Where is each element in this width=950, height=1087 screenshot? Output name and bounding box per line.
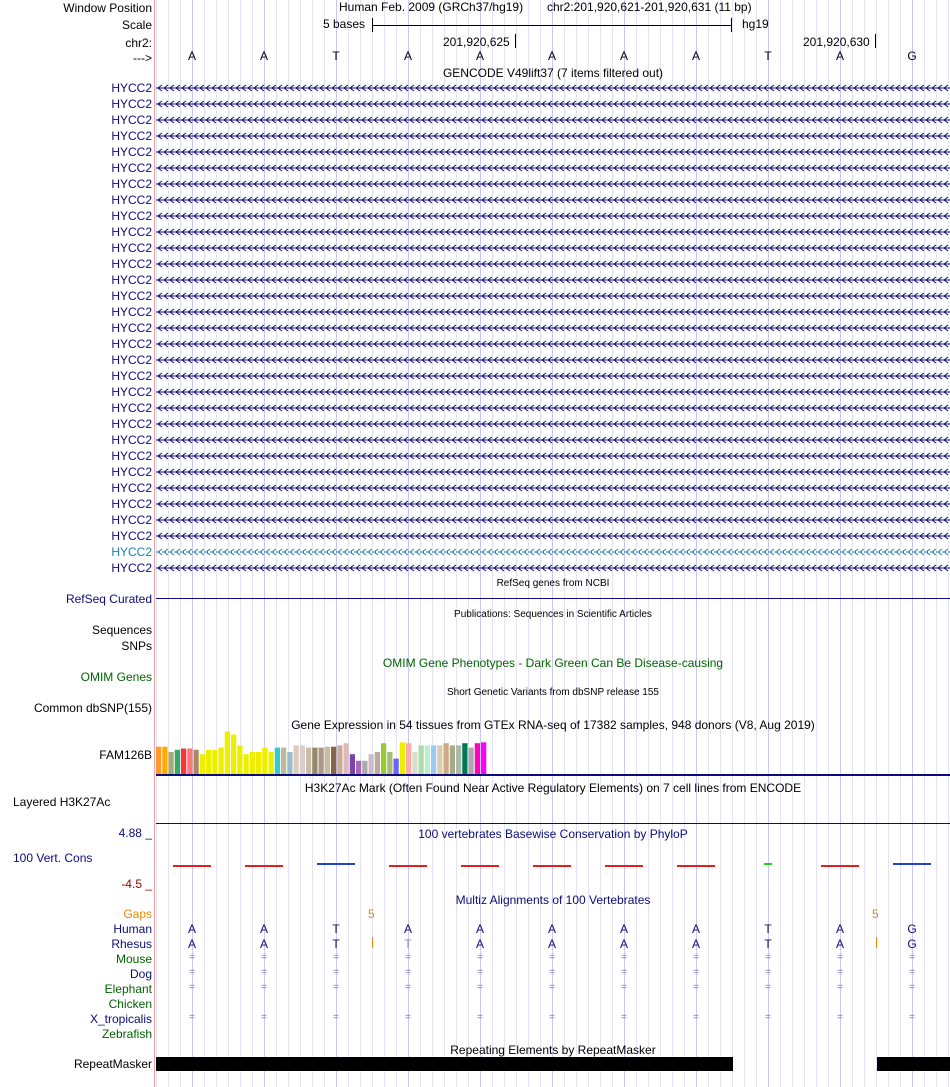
gencode-transcript[interactable]	[156, 531, 950, 541]
publications-title[interactable]: Publications: Sequences in Scientific Articles	[454, 609, 652, 620]
multiz-species-label[interactable]: Elephant	[104, 982, 152, 996]
gtex-gene-label[interactable]: FAM126B	[99, 748, 152, 762]
multiz-base: =	[693, 952, 699, 963]
gtex-tissue-bar[interactable]	[381, 743, 386, 774]
gtex-tissue-bar[interactable]	[456, 745, 461, 774]
multiz-base: A	[475, 922, 484, 936]
cons-mark[interactable]	[821, 865, 859, 867]
multiz-base: =	[405, 952, 411, 963]
cons-mark[interactable]	[605, 865, 643, 867]
gtex-tissue-bar[interactable]	[481, 742, 486, 774]
multiz-base: =	[693, 982, 699, 993]
gtex-tissue-bar[interactable]	[175, 750, 180, 774]
multiz-base: T	[332, 922, 340, 936]
gencode-transcript[interactable]	[156, 99, 950, 109]
gencode-intron-arrows	[156, 245, 950, 251]
gencode-gene-label[interactable]: HYCC2	[111, 417, 152, 431]
gencode-gene-label[interactable]: HYCC2	[111, 97, 152, 111]
gencode-intron-arrows	[156, 277, 950, 283]
gtex-tissue-bar[interactable]	[256, 752, 261, 774]
gencode-transcript[interactable]	[156, 243, 950, 253]
gtex-title[interactable]: Gene Expression in 54 tissues from GTEx RNA-seq of 17382 samples, 948 donors (V8, Aug 2019)	[291, 718, 815, 732]
multiz-base: T	[404, 937, 412, 951]
multiz-base: =	[837, 1012, 843, 1023]
position-2-tick	[875, 34, 876, 48]
gtex-baseline	[156, 774, 950, 776]
multiz-species-label[interactable]: Rhesus	[111, 937, 152, 951]
gtex-tissue-bar[interactable]	[237, 745, 242, 774]
multiz-species-label[interactable]: Mouse	[115, 952, 152, 966]
gtex-tissue-bar[interactable]	[312, 748, 317, 774]
multiz-base: A	[691, 922, 700, 936]
gencode-intron-arrows	[156, 405, 950, 411]
multiz-base: =	[261, 967, 267, 978]
gencode-transcript[interactable]	[156, 291, 950, 301]
multiz-base: =	[189, 967, 195, 978]
gtex-tissue-bar[interactable]	[394, 759, 399, 774]
dbsnp-label[interactable]: Common dbSNP(155)	[33, 701, 152, 715]
gencode-transcript[interactable]	[156, 563, 950, 573]
gencode-gene-label[interactable]: HYCC2	[111, 449, 152, 463]
repeatmasker-title[interactable]: Repeating Elements by RepeatMasker	[450, 1043, 656, 1057]
cons-min-label: -4.5 _	[121, 877, 152, 891]
gencode-intron-arrows	[156, 517, 950, 523]
scale-text: 5 bases	[323, 17, 366, 31]
multiz-base: =	[621, 952, 627, 963]
gencode-gene-label[interactable]: HYCC2	[111, 81, 152, 95]
multiz-base: A	[835, 922, 844, 936]
gtex-tissue-bar[interactable]	[356, 761, 361, 774]
multiz-base: A	[547, 937, 556, 951]
multiz-base: =	[837, 982, 843, 993]
multiz-base: =	[909, 967, 915, 978]
multiz-base: A	[619, 937, 628, 951]
gtex-tissue-bar[interactable]	[425, 745, 430, 774]
gencode-gene-label[interactable]: HYCC2	[111, 337, 152, 351]
gencode-gene-label[interactable]: HYCC2	[111, 273, 152, 287]
multiz-base: A	[259, 922, 268, 936]
multiz-base: =	[477, 982, 483, 993]
gencode-gene-label[interactable]: HYCC2	[111, 529, 152, 543]
multiz-species-label[interactable]: Human	[113, 922, 152, 936]
gencode-intron-arrows	[156, 85, 950, 91]
cons-mark[interactable]	[245, 865, 283, 867]
gencode-intron-arrows	[156, 357, 950, 363]
publications-snps-label[interactable]: SNPs	[121, 639, 152, 653]
base-letter: G	[907, 49, 917, 63]
omim-label[interactable]: OMIM Genes	[80, 670, 152, 684]
gtex-tissue-bar[interactable]	[200, 754, 205, 774]
gtex-tissue-bar[interactable]	[181, 748, 186, 774]
multiz-base: A	[403, 922, 412, 936]
cons-title[interactable]: 100 vertebrates Basewise Conservation by PhyloP	[418, 827, 688, 841]
multiz-base: =	[261, 982, 267, 993]
gencode-transcript[interactable]	[156, 195, 950, 205]
omim-title[interactable]: OMIM Gene Phenotypes - Dark Green Can Be Disease-causing	[382, 656, 724, 670]
multiz-base: A	[547, 922, 556, 936]
gtex-tissue-bar[interactable]	[344, 743, 349, 774]
gencode-transcript[interactable]	[156, 163, 950, 173]
refseq-gene-line[interactable]	[156, 598, 950, 599]
gencode-gene-label[interactable]: HYCC2	[111, 241, 152, 255]
gencode-gene-label[interactable]: HYCC2	[111, 353, 152, 367]
base-letter: A	[403, 49, 412, 63]
multiz-base: A	[835, 937, 844, 951]
gtex-tissue-bar[interactable]	[337, 745, 342, 774]
multiz-base: =	[909, 982, 915, 993]
gencode-transcript[interactable]	[156, 179, 950, 189]
h3k27ac-title[interactable]: H3K27Ac Mark (Often Found Near Active Regulatory Elements) on 7 cell lines from ENCODE	[304, 781, 802, 795]
gencode-gene-label[interactable]: HYCC2	[111, 257, 152, 271]
gtex-tissue-bar[interactable]	[412, 752, 417, 774]
gencode-gene-label[interactable]: HYCC2	[111, 433, 152, 447]
base-letter: A	[259, 49, 268, 63]
multiz-species-label[interactable]: Chicken	[108, 997, 152, 1011]
gencode-gene-label[interactable]: HYCC2	[111, 385, 152, 399]
gencode-intron-arrows	[156, 325, 950, 331]
gtex-tissue-bar[interactable]	[406, 743, 411, 774]
gencode-intron-arrows	[156, 117, 950, 123]
gencode-intron-arrows	[156, 501, 950, 507]
gtex-tissue-bar[interactable]	[225, 731, 230, 774]
multiz-species-label[interactable]: Zebrafish	[101, 1027, 152, 1041]
multiz-base: A	[187, 922, 196, 936]
multiz-base: =	[765, 967, 771, 978]
gtex-expression-chart[interactable]	[156, 730, 950, 776]
gencode-intron-arrows	[156, 533, 950, 539]
multiz-base: =	[405, 982, 411, 993]
cons-mark[interactable]	[893, 863, 931, 865]
gencode-transcript[interactable]	[156, 499, 950, 509]
gencode-gene-label[interactable]: HYCC2	[111, 113, 152, 127]
gtex-tissue-bar[interactable]	[462, 743, 467, 774]
gencode-intron-arrows	[156, 373, 950, 379]
multiz-base: =	[333, 967, 339, 978]
gtex-tissue-bar[interactable]	[331, 747, 336, 774]
multiz-base: =	[909, 952, 915, 963]
multiz-base: A	[187, 937, 196, 951]
base-letter: T	[764, 49, 772, 63]
scale-bar	[372, 18, 732, 32]
multiz-base: A	[619, 922, 628, 936]
gencode-intron-arrows	[156, 197, 950, 203]
gtex-tissue-bar[interactable]	[287, 752, 292, 774]
position-2: 201,920,630	[803, 35, 870, 49]
gencode-intron-arrows	[156, 421, 950, 427]
gencode-transcript[interactable]	[156, 307, 950, 317]
gap-mark-2: 5	[872, 907, 879, 921]
multiz-title[interactable]: Multiz Alignments of 100 Vertebrates	[455, 893, 651, 907]
gtex-tissue-bar[interactable]	[194, 750, 199, 774]
gtex-tissue-bar[interactable]	[187, 748, 192, 774]
multiz-base: =	[477, 967, 483, 978]
gencode-transcript[interactable]	[156, 419, 950, 429]
base-letter: A	[547, 49, 556, 63]
multiz-base: =	[765, 1012, 771, 1023]
gencode-gene-label[interactable]: HYCC2	[111, 481, 152, 495]
gtex-tissue-bar[interactable]	[306, 748, 311, 774]
gtex-tissue-bar[interactable]	[375, 752, 380, 774]
gencode-transcript[interactable]	[156, 131, 950, 141]
multiz-base: =	[693, 1012, 699, 1023]
position-1-tick	[515, 34, 516, 48]
cons-mark[interactable]	[317, 863, 355, 865]
gencode-intron-arrows	[156, 437, 950, 443]
gencode-intron-arrows	[156, 133, 950, 139]
cons-mark[interactable]	[677, 865, 715, 867]
gtex-tissue-bar[interactable]	[262, 748, 267, 774]
gencode-transcript[interactable]	[156, 435, 950, 445]
dbsnp-title[interactable]: Short Genetic Variants from dbSNP release 155	[447, 687, 659, 698]
gencode-transcript[interactable]	[156, 147, 950, 157]
multiz-base: =	[549, 982, 555, 993]
gtex-tissue-bar[interactable]	[156, 747, 161, 774]
gencode-gene-label[interactable]: HYCC2	[111, 545, 152, 559]
gencode-transcript[interactable]	[156, 275, 950, 285]
gencode-intron-arrows	[156, 565, 950, 571]
multiz-base: T	[764, 922, 772, 936]
multiz-base: =	[693, 967, 699, 978]
gtex-tissue-bar[interactable]	[469, 748, 474, 774]
h3k27ac-baseline	[156, 823, 950, 824]
gencode-transcript[interactable]	[156, 227, 950, 237]
multiz-base: =	[621, 967, 627, 978]
multiz-base: =	[189, 952, 195, 963]
window-position-label: Window Position	[63, 1, 152, 15]
gencode-transcript[interactable]	[156, 211, 950, 221]
multiz-base: =	[261, 1012, 267, 1023]
base-letter: A	[691, 49, 700, 63]
multiz-base: A	[259, 937, 268, 951]
gtex-tissue-bar[interactable]	[387, 752, 392, 774]
multiz-base: A	[475, 937, 484, 951]
gencode-transcript[interactable]	[156, 547, 950, 557]
multiz-base: =	[333, 982, 339, 993]
cons-mark[interactable]	[764, 863, 772, 865]
gencode-intron-arrows	[156, 149, 950, 155]
gencode-transcript[interactable]	[156, 451, 950, 461]
gencode-intron-arrows	[156, 549, 950, 555]
gencode-transcript[interactable]	[156, 387, 950, 397]
gtex-tissue-bar[interactable]	[350, 754, 355, 774]
multiz-base: G	[907, 937, 917, 951]
base-letter: A	[187, 49, 196, 63]
gtex-tissue-bar[interactable]	[219, 748, 224, 774]
gencode-transcript[interactable]	[156, 403, 950, 413]
multiz-base: =	[189, 982, 195, 993]
gencode-gene-label[interactable]: HYCC2	[111, 145, 152, 159]
gencode-gene-label[interactable]: HYCC2	[111, 561, 152, 575]
gencode-transcript[interactable]	[156, 515, 950, 525]
cons-max-label: 4.88 _	[118, 826, 152, 840]
repeatmasker-label[interactable]: RepeatMasker	[73, 1057, 152, 1071]
gtex-tissue-bar[interactable]	[300, 745, 305, 774]
gtex-tissue-bar[interactable]	[231, 734, 236, 774]
gencode-transcript[interactable]	[156, 483, 950, 493]
gtex-tissue-bar[interactable]	[437, 745, 442, 774]
gencode-transcript[interactable]	[156, 339, 950, 349]
multiz-base: T	[764, 937, 772, 951]
gencode-intron-arrows	[156, 165, 950, 171]
chr-label: chr2:	[125, 36, 152, 50]
base-letter: A	[835, 49, 844, 63]
cons-plot[interactable]	[156, 850, 950, 880]
gtex-tissue-bar[interactable]	[269, 752, 274, 774]
gencode-intron-arrows	[156, 485, 950, 491]
multiz-base: =	[765, 982, 771, 993]
gencode-gene-label[interactable]: HYCC2	[111, 513, 152, 527]
gencode-transcript[interactable]	[156, 323, 950, 333]
scale-db: hg19	[742, 17, 769, 31]
gencode-gene-label[interactable]: HYCC2	[111, 177, 152, 191]
gencode-gene-label[interactable]: HYCC2	[111, 401, 152, 415]
gencode-transcript[interactable]	[156, 371, 950, 381]
multiz-base: =	[837, 952, 843, 963]
gencode-transcript[interactable]	[156, 115, 950, 125]
gencode-gene-label[interactable]: HYCC2	[111, 465, 152, 479]
gencode-intron-arrows	[156, 181, 950, 187]
gtex-tissue-bar[interactable]	[250, 752, 255, 774]
gtex-tissue-bar[interactable]	[206, 750, 211, 774]
multiz-gaps-label: Gaps	[123, 907, 152, 921]
multiz-species-label[interactable]: X_tropicalis	[89, 1012, 152, 1026]
gencode-intron-arrows	[156, 213, 950, 219]
gencode-intron-arrows	[156, 101, 950, 107]
multiz-base: =	[333, 952, 339, 963]
gencode-gene-label[interactable]: HYCC2	[111, 497, 152, 511]
refseq-title[interactable]: RefSeq genes from NCBI	[496, 578, 610, 589]
gencode-intron-arrows	[156, 341, 950, 347]
multiz-base: T	[332, 937, 340, 951]
gtex-tissue-bar[interactable]	[325, 747, 330, 774]
region-text: chr2:201,920,621-201,920,631 (11 bp)	[547, 0, 752, 14]
gencode-gene-label[interactable]: HYCC2	[111, 369, 152, 383]
multiz-base: =	[405, 967, 411, 978]
gencode-gene-label[interactable]: HYCC2	[111, 225, 152, 239]
gencode-intron-arrows	[156, 309, 950, 315]
refseq-label[interactable]: RefSeq Curated	[65, 592, 152, 606]
position-1: 201,920,625	[443, 35, 510, 49]
gtex-tissue-bar[interactable]	[319, 748, 324, 774]
multiz-base: =	[765, 952, 771, 963]
gencode-intron-arrows	[156, 469, 950, 475]
cons-mark[interactable]	[533, 865, 571, 867]
gencode-transcript[interactable]	[156, 467, 950, 477]
base-letter: T	[332, 49, 340, 63]
h3k27ac-label[interactable]: Layered H3K27Ac	[13, 795, 111, 809]
gencode-intron-arrows	[156, 293, 950, 299]
gencode-gene-label[interactable]: HYCC2	[111, 193, 152, 207]
gtex-tissue-bar[interactable]	[450, 745, 455, 774]
strand-label: --->	[133, 51, 152, 65]
gencode-gene-label[interactable]: HYCC2	[111, 129, 152, 143]
multiz-base: =	[909, 1012, 915, 1023]
multiz-base: A	[691, 937, 700, 951]
gencode-intron-arrows	[156, 453, 950, 459]
cons-mark[interactable]	[173, 865, 211, 867]
cons-mark[interactable]	[461, 865, 499, 867]
gtex-tissue-bar[interactable]	[419, 745, 424, 774]
multiz-base: =	[837, 967, 843, 978]
gtex-tissue-bar[interactable]	[281, 748, 286, 774]
multiz-base: =	[477, 952, 483, 963]
gtex-tissue-bar[interactable]	[444, 743, 449, 774]
multiz-base: =	[261, 952, 267, 963]
base-letter: A	[619, 49, 628, 63]
cons-label[interactable]: 100 Vert. Cons	[13, 851, 93, 865]
multiz-base: =	[333, 1012, 339, 1023]
gtex-tissue-bar[interactable]	[400, 742, 405, 774]
gencode-intron-arrows	[156, 229, 950, 235]
gencode-intron-arrows	[156, 389, 950, 395]
gtex-tissue-bar[interactable]	[169, 752, 174, 774]
multiz-base: =	[477, 1012, 483, 1023]
gencode-title[interactable]: GENCODE V49lift37 (7 items filtered out)	[442, 66, 664, 80]
gtex-tissue-bar[interactable]	[212, 750, 217, 774]
gencode-gene-label[interactable]: HYCC2	[111, 321, 152, 335]
gtex-tissue-bar[interactable]	[431, 745, 436, 774]
gtex-tissue-bar[interactable]	[294, 745, 299, 774]
gencode-gene-label[interactable]: HYCC2	[111, 305, 152, 319]
scale-label: Scale	[121, 18, 152, 32]
gencode-transcript[interactable]	[156, 355, 950, 365]
multiz-base: =	[405, 1012, 411, 1023]
cons-mark[interactable]	[389, 865, 427, 867]
gencode-gene-label[interactable]: HYCC2	[111, 161, 152, 175]
publications-sequences-label[interactable]: Sequences	[91, 623, 152, 637]
gtex-tissue-bar[interactable]	[275, 748, 280, 774]
repeat-element-1[interactable]	[156, 1057, 733, 1071]
label-divider	[154, 0, 155, 1087]
multiz-base: =	[189, 1012, 195, 1023]
multiz-base: G	[907, 922, 917, 936]
multiz-species-label[interactable]: Dog	[129, 967, 152, 981]
gap-mark-1: 5	[368, 907, 375, 921]
multiz-base: =	[549, 952, 555, 963]
gencode-gene-label[interactable]: HYCC2	[111, 209, 152, 223]
multiz-base: =	[549, 967, 555, 978]
gtex-tissue-bar[interactable]	[362, 761, 367, 774]
gtex-tissue-bar[interactable]	[162, 747, 167, 774]
gtex-tissue-bar[interactable]	[244, 754, 249, 774]
multiz-base: =	[549, 1012, 555, 1023]
gencode-transcript[interactable]	[156, 259, 950, 269]
multiz-base: =	[621, 1012, 627, 1023]
gencode-gene-label[interactable]: HYCC2	[111, 289, 152, 303]
assembly-text: Human Feb. 2009 (GRCh37/hg19)	[339, 0, 524, 14]
gencode-transcript[interactable]	[156, 83, 950, 93]
gencode-intron-arrows	[156, 261, 950, 267]
base-letter: A	[475, 49, 484, 63]
gtex-tissue-bar[interactable]	[369, 754, 374, 774]
repeat-element-2[interactable]	[877, 1057, 950, 1071]
multiz-base: =	[621, 982, 627, 993]
gtex-tissue-bar[interactable]	[475, 743, 480, 774]
